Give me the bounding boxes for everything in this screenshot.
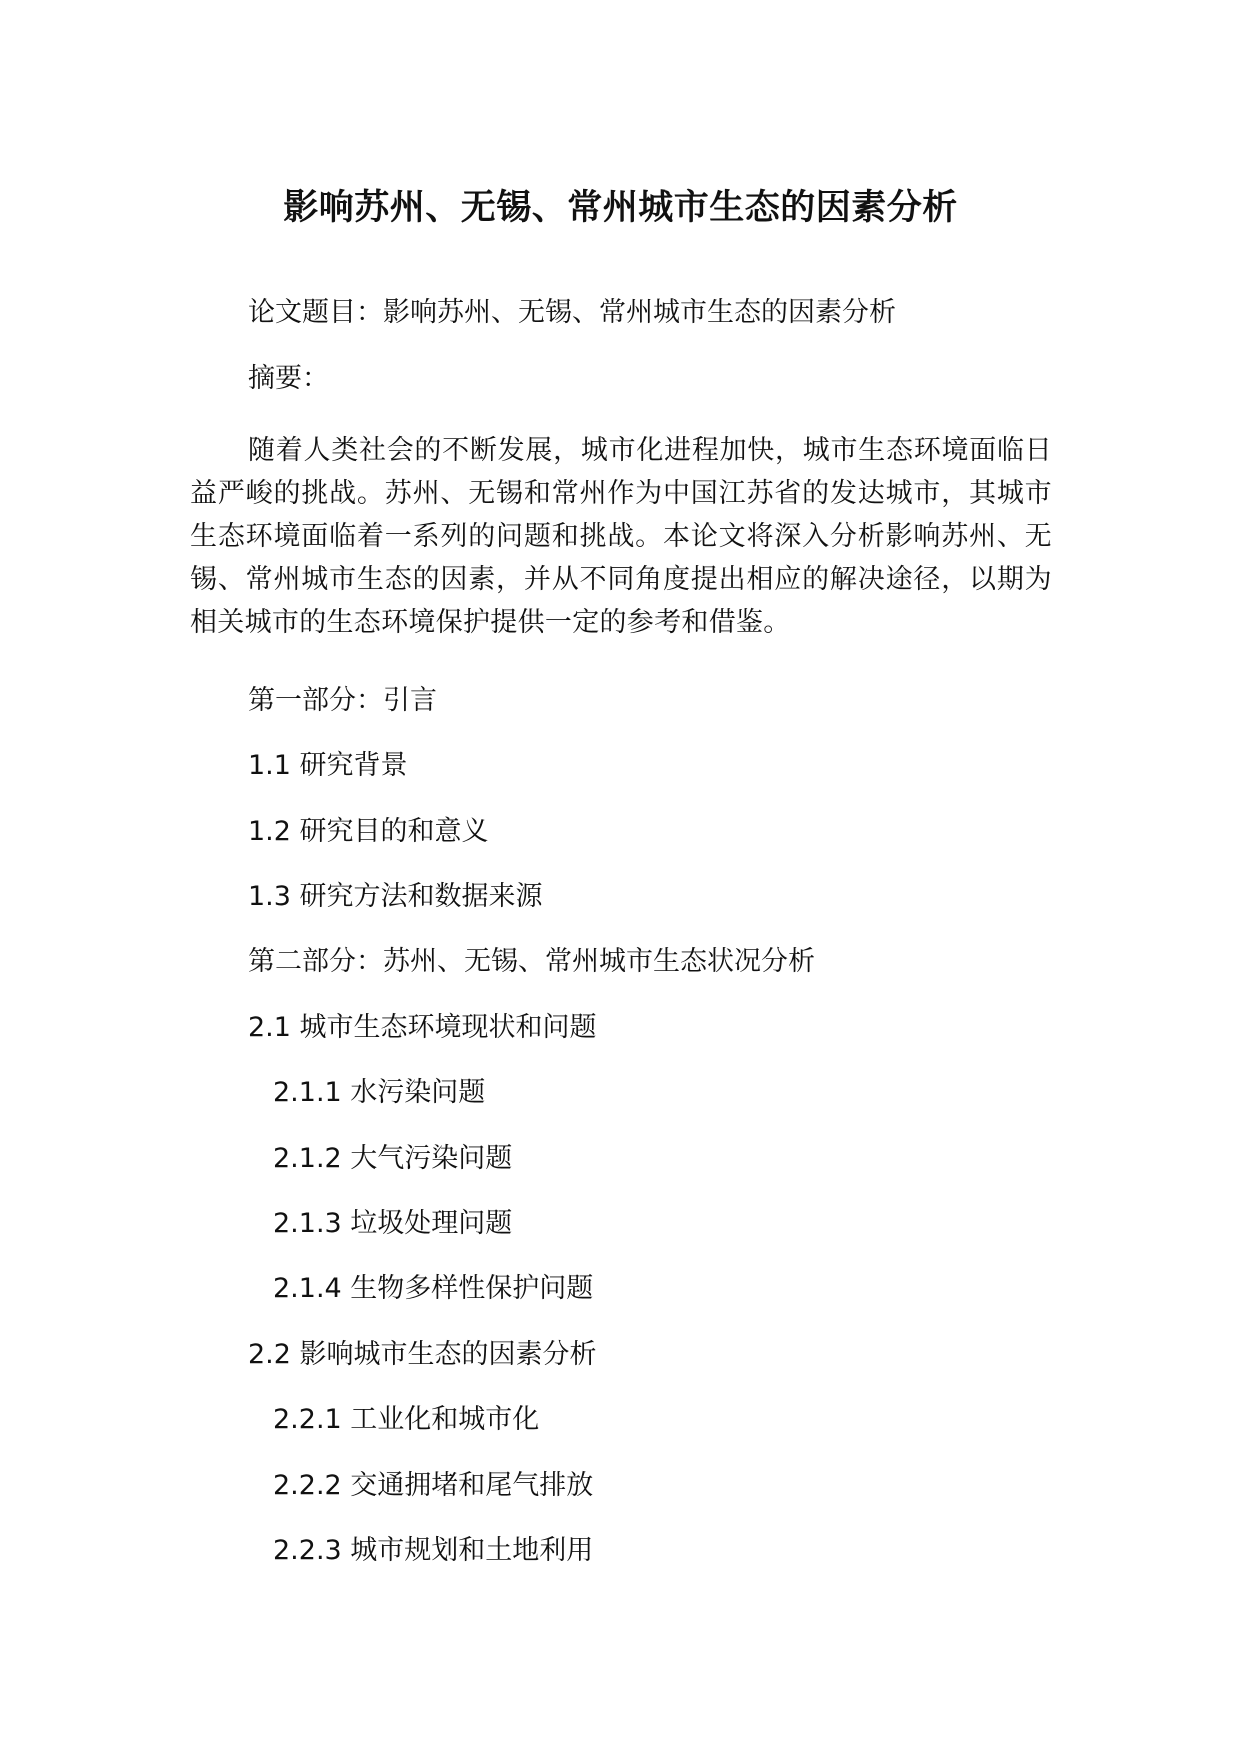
document-title: 影响苏州、无锡、常州城市生态的因素分析 <box>283 188 958 228</box>
abstract-paragraph: 随着人类社会的不断发展，城市化进程加快，城市生态环境面临日益严峻的挑战。苏州、无锡和常州作为中国江苏省的发达城市，其城市生态环境面临着一系列的问题和挑战。本论文将深入分析影响苏州、无锡、常州城市生态的因素，并从不同角度提出相应的解决途径，以期为相关城市的生态环境保护提供一定的参考和借鉴。 <box>190 435 1052 638</box>
outline-item-1-1: 1.1 研究背景 <box>248 750 408 781</box>
outline-part-2: 第二部分：苏州、无锡、常州城市生态状况分析 <box>248 946 815 977</box>
outline-item-2-2: 2.2 影响城市生态的因素分析 <box>248 1339 597 1370</box>
outline-item-2-2-2: 2.2.2 交通拥堵和尾气排放 <box>273 1470 594 1501</box>
outline-item-2-1-3: 2.1.3 垃圾处理问题 <box>273 1208 513 1239</box>
abstract-label: 摘要： <box>248 363 329 394</box>
outline-item-1-3: 1.3 研究方法和数据来源 <box>248 881 543 912</box>
outline-item-2-2-3: 2.2.3 城市规划和土地利用 <box>273 1535 594 1566</box>
outline-item-2-1: 2.1 城市生态环境现状和问题 <box>248 1012 597 1043</box>
outline-item-2-1-2: 2.1.2 大气污染问题 <box>273 1143 513 1174</box>
outline-item-2-2-1: 2.2.1 工业化和城市化 <box>273 1404 540 1435</box>
outline-item-1-2: 1.2 研究目的和意义 <box>248 816 489 847</box>
thesis-title-line: 论文题目：影响苏州、无锡、常州城市生态的因素分析 <box>248 297 896 328</box>
outline-item-2-1-4: 2.1.4 生物多样性保护问题 <box>273 1273 594 1304</box>
outline-part-1: 第一部分：引言 <box>248 685 437 716</box>
outline-item-2-1-1: 2.1.1 水污染问题 <box>273 1077 486 1108</box>
